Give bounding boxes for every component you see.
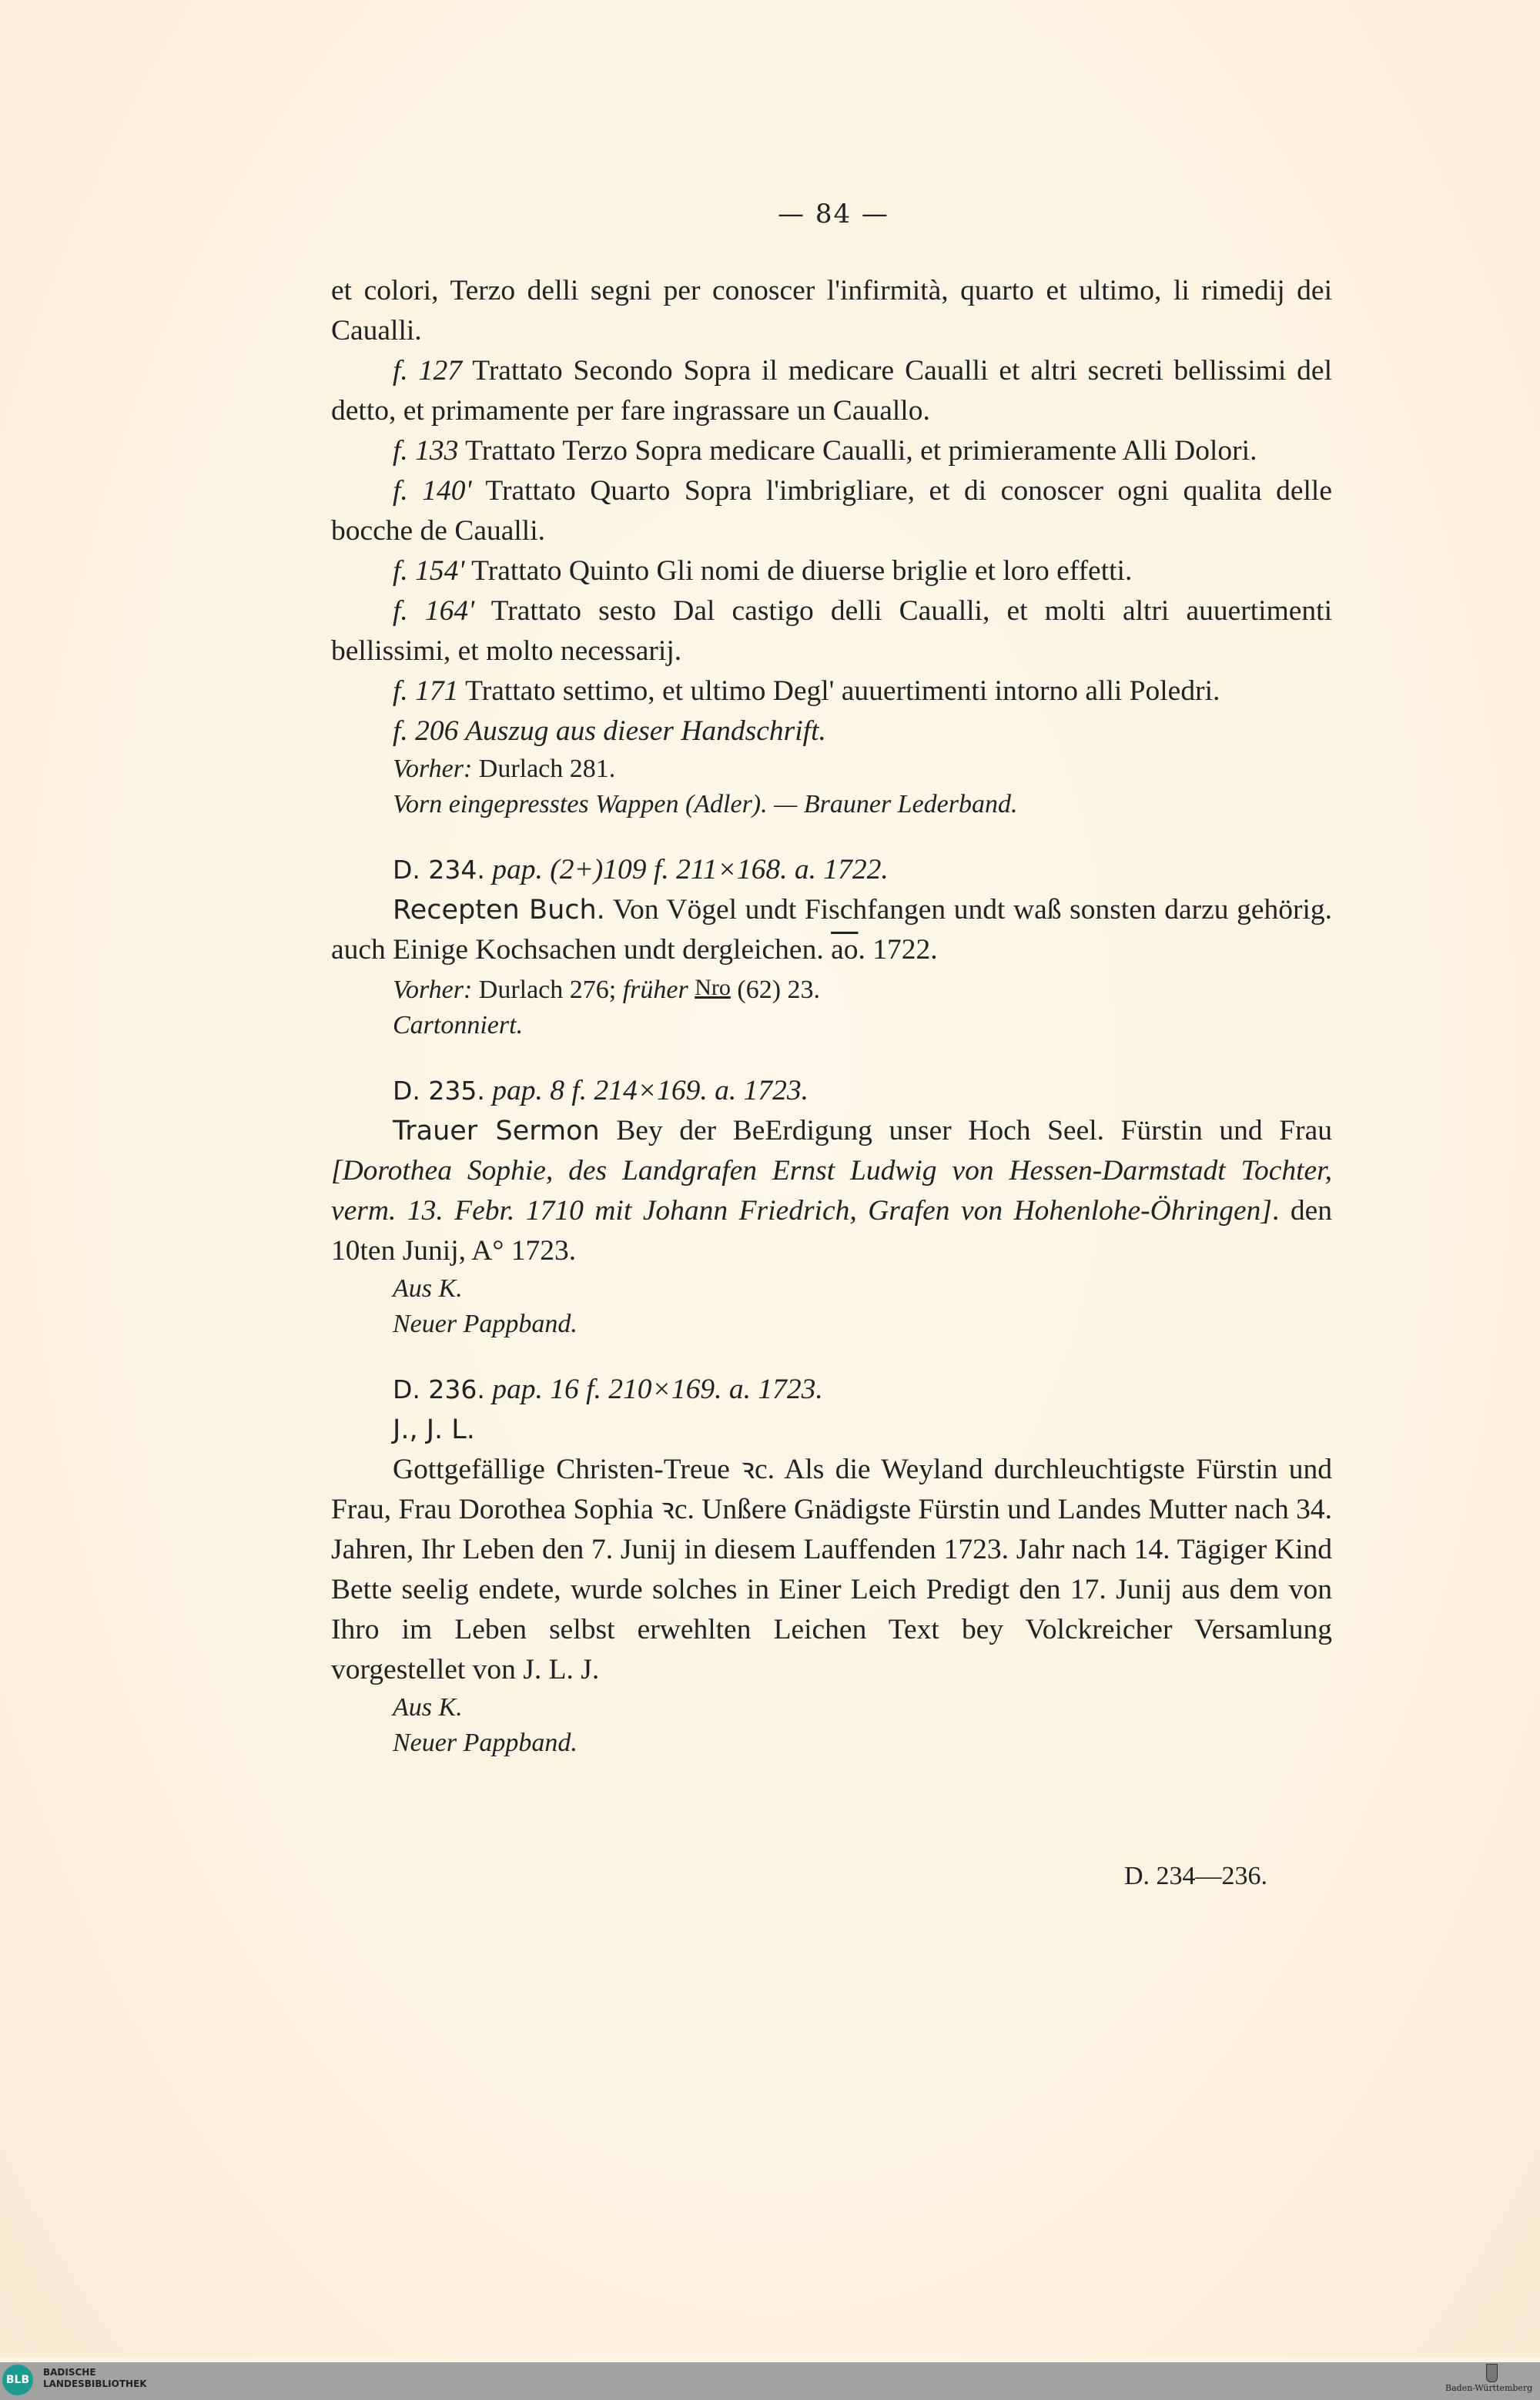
folio-entry [331, 671, 1332, 711]
entry-text: . 1722. [858, 934, 938, 966]
library-footer-bar [0, 2362, 1540, 2400]
previous-shelfmark [331, 970, 1332, 1008]
shelfmark: D. 235. [393, 1076, 485, 1106]
blb-logo-icon[interactable]: BLB [2, 2365, 33, 2395]
binding-note: Neuer Pappband. [393, 1310, 578, 1338]
entry-title: Recepten Buch. [393, 895, 605, 926]
folio-ref: f. 154' [393, 555, 465, 587]
editorial-note: [Dorothea Sophie, des Landgrafen Ernst Ludwig von Hessen-Darmstadt Tochter, verm. 13. Febr. 1710 mit Johann Friedrich, Grafen von Hohenlohe-Öhringen] [331, 1155, 1332, 1227]
binding-note: Neuer Pappband. [393, 1729, 578, 1757]
entry-header [331, 1370, 1332, 1410]
entry-header [331, 1071, 1332, 1111]
entry-body [331, 890, 1332, 970]
entry-title: Trauer Sermon [393, 1116, 600, 1146]
entry-body: Gottgefällige Christen-Treue ꝛc. Als die Weyland durchleuchtigste Fürstin und Frau, Frau Dorothea Sophia ꝛc. Unßere Gnädigste Fürstin und Landes Mutter nach 34. Jahren, Ihr Leben den 7. Junij in diesem Lauffenden 1723. Jahr nach 14. Tägiger Kind Bette seelig endete, wurde solches in Einer Leich Predigt den 17. Junij aus dem von Ihro im Leben selbst erwehlten Leichen Text bey Volckreicher Versamlung vorgestellet von J. L. J. [331, 1454, 1332, 1685]
physical-description: pap. 8 f. 214×169. a. 1723. [484, 1075, 808, 1106]
folio-text: Trattato Quarto Sopra l'imbrigliare, et di conoscer ogni qualita delle bocche de Caualli. [331, 475, 1332, 547]
library-name-line1: BADISCHE [43, 2367, 96, 2378]
page-number: — 84 — [778, 199, 889, 229]
numero-abbrev: Nro [695, 975, 731, 1000]
previous-shelfmark [331, 751, 1332, 787]
vorher-value: Durlach 281. [472, 755, 616, 783]
folio-list [331, 351, 1332, 751]
folio-entry [331, 351, 1332, 431]
provenance-note: Aus K. [393, 1274, 463, 1303]
shelfmark: D. 236. [393, 1374, 485, 1404]
entry-text: Bey der BeErdigung unser Hoch Seel. Fürstin und Frau [599, 1115, 1332, 1146]
library-name[interactable] [43, 2367, 147, 2390]
folio-text: Trattato settimo, et ultimo Degl' auuertimenti intorno alli Poledri. [458, 675, 1220, 707]
frueher-label: früher [622, 976, 688, 1004]
entry-author: J., J. L. [393, 1414, 475, 1445]
folio-ref: f. 133 [393, 435, 459, 467]
frueher-value: (62) 23. [730, 976, 821, 1004]
entry-body [331, 1111, 1332, 1271]
folio-ref: f. 171 [393, 675, 459, 707]
folio-ref: f. 164' [393, 595, 475, 627]
folio-ref: f. 206 [393, 715, 459, 747]
page-body [331, 271, 1332, 1761]
coat-of-arms-icon [1486, 2364, 1498, 2382]
folio-text: Trattato Terzo Sopra medicare Caualli, et primieramente Alli Dolori. [458, 435, 1257, 467]
physical-description: pap. (2+)109 f. 211×168. a. 1722. [484, 854, 889, 885]
vorher-label: Vorher: [393, 755, 473, 783]
folio-entry [331, 591, 1332, 671]
folio-text: Trattato sesto Dal castigo delli Caualli, et molti altri auuertimenti bellissimi, et molto necessarij. [331, 595, 1332, 667]
page-range-footer: D. 234—236. [1124, 1862, 1268, 1890]
library-name-line2: LANDESBIBLIOTHEK [43, 2378, 147, 2389]
folio-ref: f. 140' [393, 475, 472, 507]
continuation-text: et colori, Terzo delli segni per conoscer l'infirmità, quarto et ultimo, li rimedij dei Caualli. [331, 275, 1332, 346]
folio-entry [331, 711, 1332, 751]
folio-ref: f. 127 [393, 355, 462, 387]
folio-entry [331, 431, 1332, 471]
folio-text: Auszug aus dieser Handschrift. [458, 715, 826, 747]
catalog-entry-d234 [331, 850, 1332, 1043]
entry-text: Von Vögel undt Fischfangen undt waß sonsten darzu gehörig. auch Einige Kochsachen undt dergleichen. [331, 894, 1332, 966]
provenance-note: Aus K. [393, 1693, 463, 1722]
entry-text: . den 10ten Junij, A° 1723. [331, 1195, 1332, 1267]
folio-text: Trattato Quinto Gli nomi de diuerse briglie et loro effetti. [464, 555, 1133, 587]
catalog-entry-d235 [331, 1071, 1332, 1342]
anno-abbrev: $\overline{ao}$ [831, 934, 859, 966]
state-name: Baden-Württemberg [1445, 2383, 1533, 2393]
vorher-value: Durlach 276; [472, 976, 623, 1004]
vorher-label: Vorher: [393, 976, 473, 1004]
folio-entry [331, 551, 1332, 591]
physical-description: pap. 16 f. 210×169. a. 1723. [484, 1374, 823, 1405]
binding-note: Cartonniert. [393, 1011, 524, 1039]
folio-entry [331, 471, 1332, 551]
catalog-entry-d236 [331, 1370, 1332, 1761]
shelfmark: D. 234. [393, 855, 485, 885]
entry-header [331, 850, 1332, 890]
binding-note: Vorn eingepresstes Wappen (Adler). — Brauner Lederband. [393, 790, 1018, 818]
folio-text: Trattato Secondo Sopra il medicare Caualli et altri secreti bellissimi del detto, et primamente per fare ingrassare un Cauallo. [331, 355, 1332, 427]
